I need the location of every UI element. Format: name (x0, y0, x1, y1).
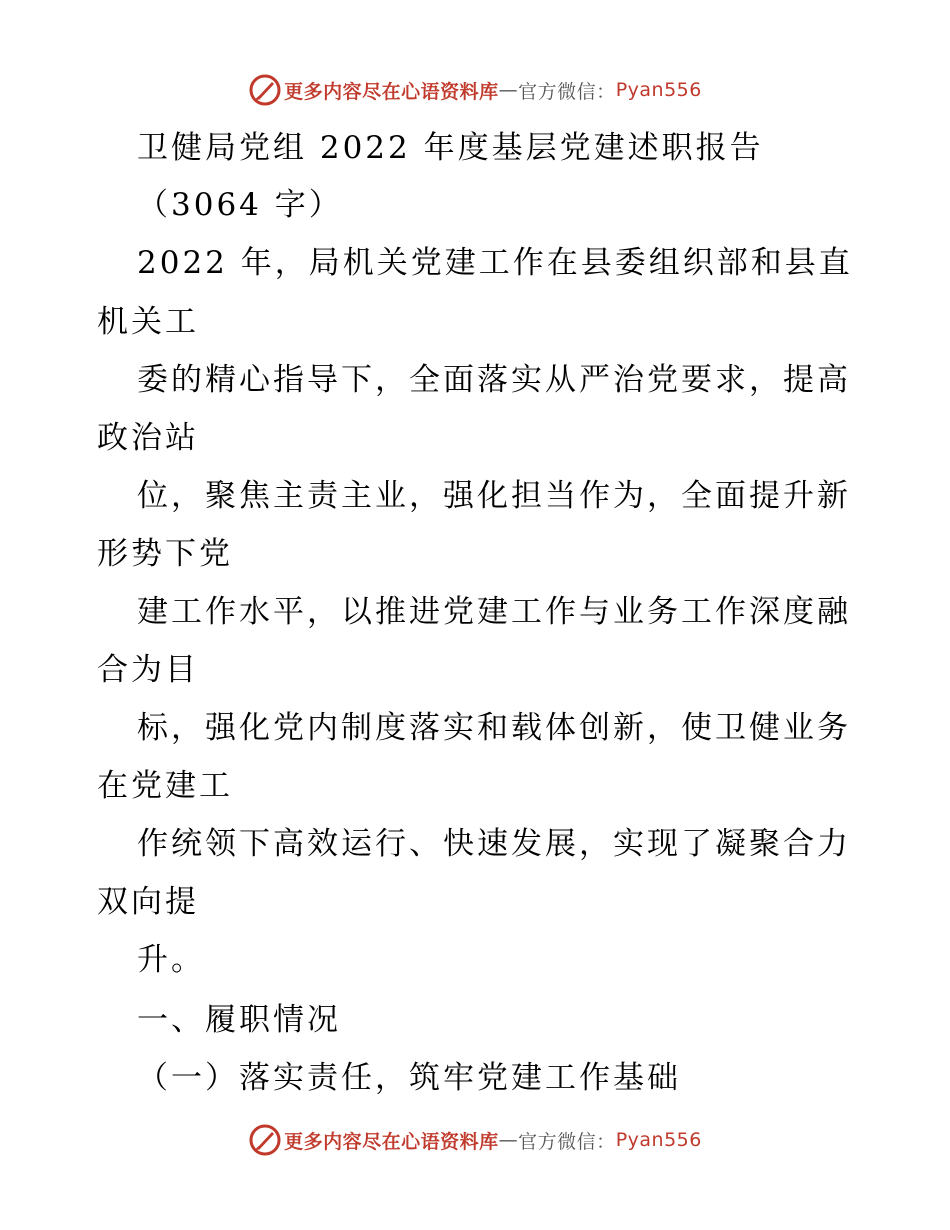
watermark-main-text: 更多内容尽在心语资料库 (284, 1130, 499, 1153)
watermark-secondary-text: 官方微信： (518, 1130, 616, 1153)
subsection-heading: （一）落实责任，筑牢党建工作基础 (137, 1060, 681, 1096)
body-line: 标，强化党内制度落实和载体创新，使卫健业务 (137, 710, 851, 746)
body-line: 在党建工 (97, 768, 233, 804)
watermark-account-id: Pyan556 (615, 79, 702, 101)
watermark-banner-bottom (0, 1120, 950, 1160)
body-line: 升。 (137, 942, 205, 978)
body-line: 建工作水平，以推进党建工作与业务工作深度融 (137, 594, 851, 630)
document-title: 卫健局党组 2022 年度基层党建述职报告 (137, 130, 764, 166)
quill-pen-logo-icon (248, 1123, 282, 1157)
word-count: （3064 字） (137, 187, 343, 223)
body-line: 合为目 (97, 652, 199, 688)
watermark-dash: — (498, 1129, 519, 1151)
section-heading: 一、履职情况 (137, 1002, 341, 1038)
body-line: 机关工 (97, 304, 199, 340)
body-line: 作统领下高效运行、快速发展，实现了凝聚合力 (137, 826, 851, 862)
quill-pen-logo-icon (248, 73, 282, 107)
body-line: 2022 年，局机关党建工作在县委组织部和县直 (137, 245, 853, 281)
watermark-banner-top (0, 70, 950, 110)
watermark-secondary-text: 官方微信： (518, 80, 616, 103)
watermark-main-text: 更多内容尽在心语资料库 (284, 80, 499, 103)
body-line: 委的精心指导下，全面落实从严治党要求，提高 (137, 362, 851, 398)
watermark-dash: — (498, 79, 519, 101)
body-line: 形势下党 (97, 536, 233, 572)
body-line: 双向提 (97, 884, 199, 920)
body-line: 政治站 (97, 420, 199, 456)
body-line: 位，聚焦主责主业，强化担当作为，全面提升新 (137, 478, 851, 514)
watermark-account-id: Pyan556 (615, 1129, 702, 1151)
